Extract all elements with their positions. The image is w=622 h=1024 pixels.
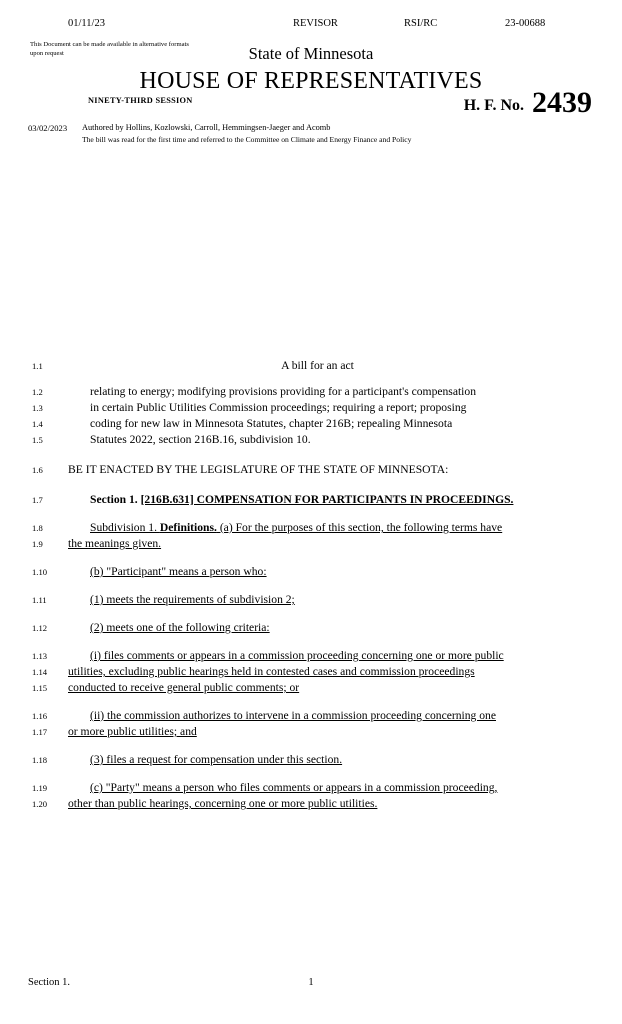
alternative-format-notice: This Document can be made available in alternative formats upon request [30, 41, 189, 57]
bill-text: relating to energy; modifying provisions providing for a participant's compensation [90, 385, 477, 398]
introduction-date: 03/02/2023 [28, 123, 68, 133]
line-number: 1.18 [32, 755, 48, 765]
bill-text: other than public hearings, concerning one or more public utilities. [68, 797, 378, 810]
bill-authors: Authored by Hollins, Kozlowski, Carroll, Hemmingsen-Jaeger and Acomb [82, 123, 331, 132]
line-number: 1.2 [32, 387, 43, 397]
bill-line [0, 796, 622, 812]
line-number: 1.1 [32, 361, 43, 371]
bill-text: coding for new law in Minnesota Statutes, chapter 216B; repealing Minnesota [90, 417, 453, 430]
line-number: 1.4 [32, 419, 43, 429]
line-number: 1.10 [32, 567, 48, 577]
line-number: 1.16 [32, 711, 48, 721]
bill-text: (2) meets one of the following criteria: [90, 621, 270, 634]
header-date: 01/11/23 [68, 18, 105, 29]
line-number: 1.8 [32, 523, 43, 533]
subdivision-title: Definitions. [159, 521, 217, 534]
bill-text: (b) "Participant" means a person who: [90, 565, 267, 578]
bill-line [0, 358, 622, 374]
line-number: 1.19 [32, 783, 48, 793]
line-number: 1.17 [32, 727, 48, 737]
header-document-number: 23-00688 [505, 18, 546, 29]
bill-body [0, 358, 622, 812]
line-number: 1.3 [32, 403, 43, 413]
bill-line [0, 592, 622, 608]
bill-text: the meanings given. [68, 537, 162, 550]
chamber-name: HOUSE OF REPRESENTATIVES [139, 68, 483, 94]
section-label: Section 1. [90, 493, 141, 506]
line-number: 1.14 [32, 667, 48, 677]
line-number: 1.6 [32, 465, 43, 475]
bill-line [0, 520, 622, 536]
bill-text: (3) files a request for compensation under this section. [90, 753, 343, 766]
bill-line [0, 724, 622, 740]
bill-identifier [464, 86, 592, 120]
bill-line [0, 620, 622, 636]
bill-line [0, 708, 622, 724]
bill-line [0, 416, 622, 432]
bill-text: Statutes 2022, section 216B.16, subdivision 10. [90, 433, 311, 446]
bill-title-heading: A bill for an act [281, 359, 354, 372]
enacting-clause: BE IT ENACTED BY THE LEGISLATURE OF THE STATE OF MINNESOTA: [68, 463, 449, 476]
bill-line [0, 680, 622, 696]
section-citation: [216B.631] COMPENSATION FOR PARTICIPANTS IN PROCEEDINGS. [140, 493, 514, 506]
running-header [0, 18, 622, 32]
bill-text: or more public utilities; and [68, 725, 197, 738]
line-number: 1.5 [32, 435, 43, 445]
bill-line [0, 432, 622, 448]
bill-line [0, 384, 622, 400]
line-number: 1.11 [32, 595, 47, 605]
line-number: 1.15 [32, 683, 48, 693]
line-number: 1.9 [32, 539, 43, 549]
bill-line [0, 780, 622, 796]
bill-number: 2439 [532, 86, 592, 119]
subdivision-text: (a) For the purposes of this section, the following terms have [216, 521, 503, 534]
subdivision-label: Subdivision 1. [90, 521, 160, 534]
bill-line [0, 536, 622, 552]
subdivision-heading [68, 520, 567, 536]
bill-text: (1) meets the requirements of subdivision 2; [90, 593, 295, 606]
line-number: 1.7 [32, 495, 43, 505]
bill-line [0, 462, 622, 478]
bill-text: (ii) the commission authorizes to intervene in a commission proceeding concerning one [90, 709, 496, 722]
header-revisor: REVISOR [293, 18, 338, 29]
bill-line [0, 492, 622, 508]
line-number: 1.12 [32, 623, 48, 633]
bill-text: (c) "Party" means a person who files comments or appears in a commission proceeding, [90, 781, 498, 794]
line-number: 1.20 [32, 799, 48, 809]
line-number: 1.13 [32, 651, 48, 661]
header-revisor-initials: RSI/RC [404, 18, 438, 29]
bill-line [0, 664, 622, 680]
committee-referral: The bill was read for the first time and referred to the Committee on Climate and Energy Finance and Policy [82, 135, 412, 144]
bill-line [0, 648, 622, 664]
bill-text: in certain Public Utilities Commission proceedings; requiring a report; proposing [90, 401, 467, 414]
bill-line [0, 400, 622, 416]
hf-label: H. F. No. [463, 97, 524, 114]
bill-text: conducted to receive general public comments; or [68, 681, 300, 694]
bill-text: (i) files comments or appears in a commission proceeding concerning one or more public [90, 649, 504, 662]
session-name: NINETY-THIRD SESSION [88, 96, 193, 105]
bill-text: utilities, excluding public hearings held in contested cases and commission proceedings [68, 665, 475, 678]
bill-line [0, 752, 622, 768]
footer-section-label: Section 1. [28, 977, 70, 988]
bill-line [0, 564, 622, 580]
section-heading [68, 492, 567, 508]
footer-page-number: 1 [308, 977, 314, 988]
state-name: State of Minnesota [248, 44, 374, 63]
